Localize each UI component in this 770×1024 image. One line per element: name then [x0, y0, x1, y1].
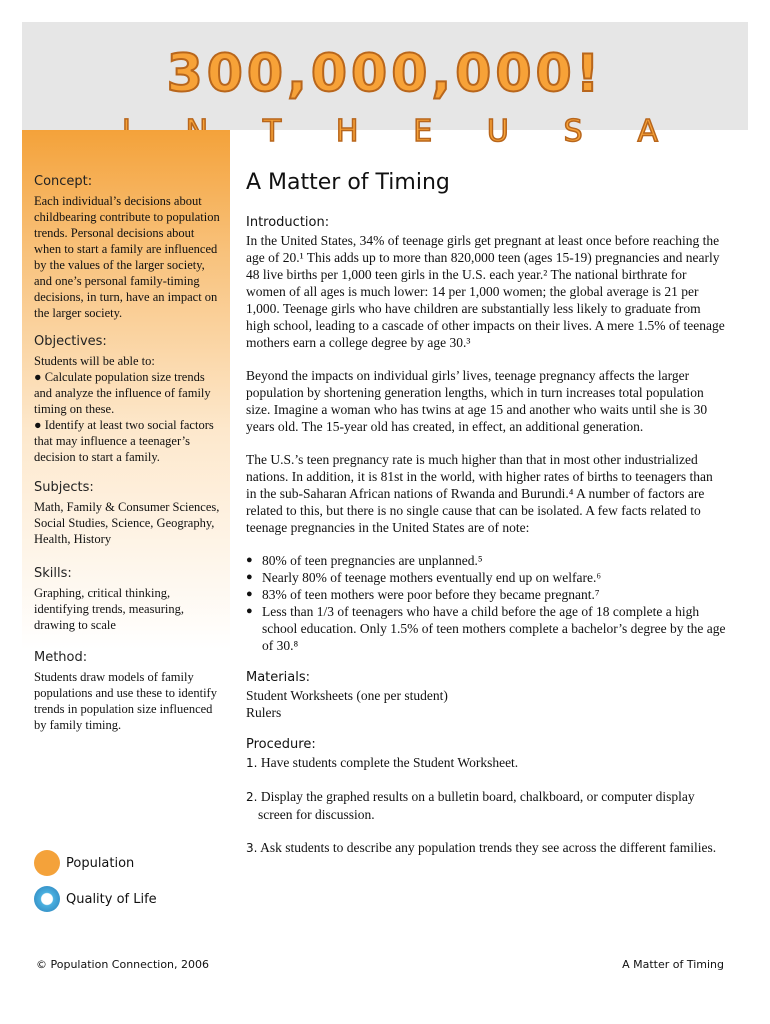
method-heading: Method: — [34, 650, 88, 665]
procedure-heading: Procedure: — [246, 737, 316, 752]
concept-heading: Concept: — [34, 174, 93, 189]
banner-letter: A — [637, 114, 658, 149]
materials-heading: Materials: — [246, 670, 310, 685]
method-section — [34, 650, 224, 733]
topic-quality-of-life — [34, 886, 157, 912]
list-item: ● Less than 1/3 of teenagers who have a child before the age of 18 complete a high school education. Only 1.5% of teen mothers complete a bachelor’s degree by the age of 30.⁸ — [246, 603, 726, 654]
banner — [22, 22, 748, 149]
objective-item: ● Identify at least two social factors that may influence a teenager’s decision to start a family. — [34, 418, 214, 464]
page-title: A Matter of Timing — [246, 170, 450, 195]
population-icon — [34, 850, 60, 876]
facts-list — [246, 552, 726, 654]
list-item: ● Nearly 80% of teenage mothers eventually end up on welfare.⁶ — [246, 569, 726, 586]
skills-section — [34, 566, 224, 633]
materials-list — [246, 687, 726, 721]
topic-label: Quality of Life — [66, 891, 157, 907]
banner-letter: S — [563, 114, 583, 149]
concept-section — [34, 174, 224, 321]
sidebar — [22, 130, 230, 940]
list-item: ● 83% of teen mothers were poor before they became pregnant.⁷ — [246, 586, 726, 603]
banner-title: 300,000,000! — [166, 44, 604, 104]
skills-text: Graphing, critical thinking, identifying trends, measuring, drawing to scale — [34, 586, 184, 632]
objectives-section — [34, 334, 224, 465]
concept-text: Each individual’s decisions about childbearing contribute to population trends. Personal decisions about when to start a family are influenced by the values of the larger society, and one’s personal family-timing decisions, in turn, have an impact on the larger society. — [34, 194, 220, 320]
material-item: Rulers — [246, 705, 282, 720]
procedure-step: 3. Ask students to describe any population trends they see across the different families. — [246, 840, 717, 855]
procedure-step: 1. Have students complete the Student Worksheet. — [246, 755, 519, 770]
quality-of-life-icon — [34, 886, 60, 912]
topic-population — [34, 850, 134, 876]
objectives-intro: Students will be able to: — [34, 354, 155, 368]
footer-title: A Matter of Timing — [622, 958, 724, 971]
subjects-heading: Subjects: — [34, 480, 94, 495]
procedure-step: 2. Display the graphed results on a bulletin board, chalkboard, or computer display screen for discussion. — [246, 789, 695, 822]
footer-copyright: © Population Connection, 2006 — [36, 958, 210, 971]
banner-letter: E — [413, 114, 433, 149]
banner-letter: T — [262, 114, 282, 149]
intro-paragraph-1: In the United States, 34% of teenage girls get pregnant at least once before reaching the age of 20.¹ This adds up to more than 820,000 teen (ages 15-19) pregnancies and nearly 48 live births per 1,000 teen girls in the U.S. each year.² The national birthrate for women of all ages is much lower: 14 per 1,000 women; the global average is 21 per 1,000. Teenage girls who have children are substantially less likely to graduate from high school, leading to a cascade of other impacts on their lives. A mere 1.5% of teenage mothers earn a college degree by age 30.³ — [246, 233, 725, 350]
banner-letter: U — [486, 114, 509, 149]
list-item: ● 80% of teen pregnancies are unplanned.⁵ — [246, 552, 726, 569]
method-text: Students draw models of family populations and use these to identify trends in population size influenced by family timing. — [34, 670, 217, 732]
subjects-text: Math, Family & Consumer Sciences, Social Studies, Science, Geography, Health, History — [34, 500, 220, 546]
objective-item: ● Calculate population size trends and analyze the influence of family timing on these. — [34, 370, 211, 416]
intro-paragraph-2: Beyond the impacts on individual girls’ lives, teenage pregnancy affects the larger population by shortening generation lengths, which in turn increases total population size. Imagine a woman who has twins at age 15 and another who waits until she is 30 years old. The 15-year old has created, in effect, an additional generation. — [246, 368, 708, 434]
objectives-heading: Objectives: — [34, 334, 107, 349]
intro-paragraph-3: The U.S.’s teen pregnancy rate is much higher than that in most other industrialized nations. In addition, it is 81st in the world, with higher rates of births to teenagers than in the sub-Saharan African nations of Rwanda and Burundi.⁴ A number of factors are related to this, but there is no single cause that can be isolated. A few facts related to teenage pregnancies in the United States are of note: — [246, 452, 713, 535]
banner-letter: H — [335, 114, 359, 149]
main-content — [246, 170, 726, 873]
material-item: Student Worksheets (one per student) — [246, 688, 448, 703]
subjects-section — [34, 480, 224, 547]
topic-label: Population — [66, 855, 135, 871]
skills-heading: Skills: — [34, 566, 72, 581]
introduction-heading: Introduction: — [246, 215, 330, 230]
